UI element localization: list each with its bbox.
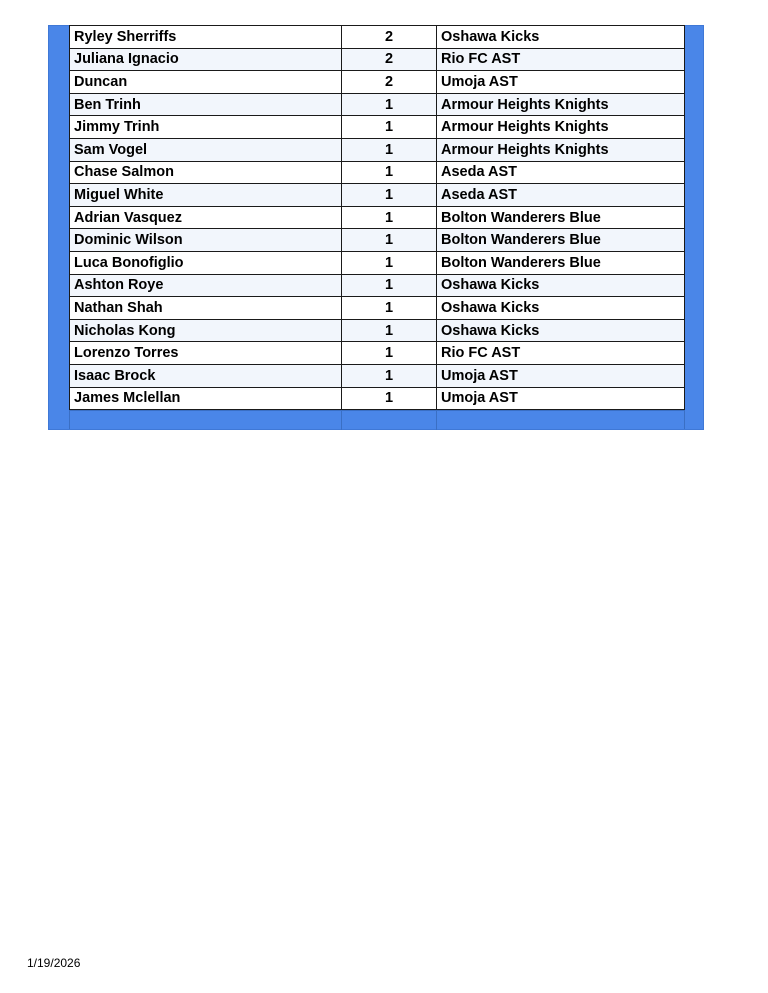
team-name-cell: Umoja AST: [437, 387, 685, 410]
goals-cell: 1: [342, 229, 437, 252]
goals-cell: 1: [342, 251, 437, 274]
goals-cell: 2: [342, 26, 437, 49]
team-name-cell: Rio FC AST: [437, 342, 685, 365]
goals-cell: 2: [342, 48, 437, 71]
team-name-cell: Rio FC AST: [437, 48, 685, 71]
table-row: [70, 184, 685, 207]
goals-cell: 1: [342, 138, 437, 161]
team-name-cell: Oshawa Kicks: [437, 319, 685, 342]
team-name-cell: Bolton Wanderers Blue: [437, 251, 685, 274]
player-name-cell: Duncan: [70, 71, 342, 94]
cell-divider: [341, 411, 342, 430]
table-row: [70, 342, 685, 365]
team-name-cell: Umoja AST: [437, 71, 685, 94]
scorers-table-body: [70, 26, 685, 410]
player-name-cell: Ben Trinh: [70, 93, 342, 116]
team-name-cell: Aseda AST: [437, 184, 685, 207]
goals-cell: 1: [342, 342, 437, 365]
table-row: [70, 116, 685, 139]
goals-cell: 1: [342, 161, 437, 184]
player-name-cell: James Mclellan: [70, 387, 342, 410]
table-row: [70, 319, 685, 342]
goals-cell: 1: [342, 93, 437, 116]
table-row: [70, 71, 685, 94]
table-row: [70, 229, 685, 252]
table-row: [70, 161, 685, 184]
team-name-cell: Umoja AST: [437, 364, 685, 387]
table-row: [70, 274, 685, 297]
goals-cell: 1: [342, 116, 437, 139]
goals-cell: 1: [342, 319, 437, 342]
team-name-cell: Armour Heights Knights: [437, 116, 685, 139]
team-name-cell: Armour Heights Knights: [437, 93, 685, 116]
table-row: [70, 387, 685, 410]
goals-cell: 1: [342, 364, 437, 387]
table-row: [70, 48, 685, 71]
player-name-cell: Jimmy Trinh: [70, 116, 342, 139]
team-name-cell: Bolton Wanderers Blue: [437, 206, 685, 229]
player-name-cell: Luca Bonofiglio: [70, 251, 342, 274]
cell-divider: [436, 411, 437, 430]
player-name-cell: Juliana Ignacio: [70, 48, 342, 71]
goals-cell: 1: [342, 206, 437, 229]
player-name-cell: Nathan Shah: [70, 297, 342, 320]
scorers-table: [69, 25, 685, 410]
empty-row: [69, 410, 684, 430]
team-name-cell: Armour Heights Knights: [437, 138, 685, 161]
goals-cell: 1: [342, 274, 437, 297]
team-name-cell: Oshawa Kicks: [437, 297, 685, 320]
print-date: 1/19/2026: [27, 956, 81, 970]
team-name-cell: Aseda AST: [437, 161, 685, 184]
table-row: [70, 26, 685, 49]
player-name-cell: Sam Vogel: [70, 138, 342, 161]
goals-cell: 1: [342, 387, 437, 410]
player-name-cell: Isaac Brock: [70, 364, 342, 387]
player-name-cell: Nicholas Kong: [70, 319, 342, 342]
goals-cell: 1: [342, 297, 437, 320]
player-name-cell: Ashton Roye: [70, 274, 342, 297]
table-row: [70, 251, 685, 274]
team-name-cell: Oshawa Kicks: [437, 274, 685, 297]
table-row: [70, 93, 685, 116]
table-row: [70, 364, 685, 387]
player-name-cell: Dominic Wilson: [70, 229, 342, 252]
player-name-cell: Miguel White: [70, 184, 342, 207]
team-name-cell: Bolton Wanderers Blue: [437, 229, 685, 252]
player-name-cell: Lorenzo Torres: [70, 342, 342, 365]
player-name-cell: Ryley Sherriffs: [70, 26, 342, 49]
table-row: [70, 206, 685, 229]
team-name-cell: Oshawa Kicks: [437, 26, 685, 49]
player-name-cell: Adrian Vasquez: [70, 206, 342, 229]
player-name-cell: Chase Salmon: [70, 161, 342, 184]
goals-cell: 2: [342, 71, 437, 94]
table-row: [70, 297, 685, 320]
goals-cell: 1: [342, 184, 437, 207]
scorers-table-container: [69, 25, 685, 410]
table-row: [70, 138, 685, 161]
